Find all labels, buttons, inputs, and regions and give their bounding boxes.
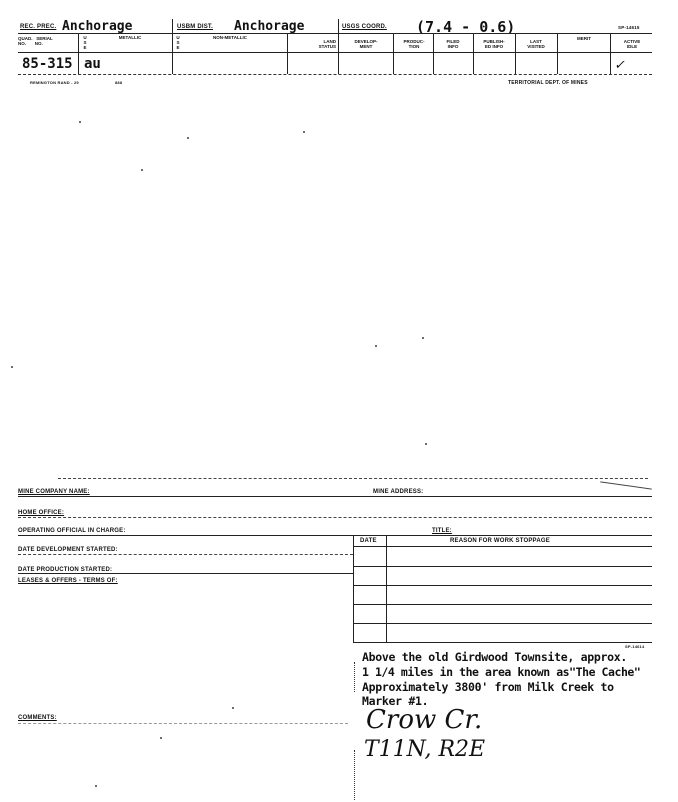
- record-rule: [18, 74, 652, 75]
- col-use-metallic: U S E: [83, 35, 87, 50]
- quad-serial-value: 85-315: [22, 56, 73, 72]
- printer-label: REMINGTON RAND - 29: [30, 80, 79, 85]
- note-line-3: Approximately 3800' from Milk Creek to: [362, 680, 614, 694]
- note-line-1: Above the old Girdwood Townsite, approx.: [362, 650, 627, 664]
- comments-label: COMMENTS:: [18, 715, 57, 721]
- mine-address-label: MINE ADDRESS:: [373, 489, 424, 495]
- lower-form: [0, 460, 678, 802]
- col-development: DEVELOP- MENT: [354, 39, 378, 49]
- stoppage-reason-header: REASON FOR WORK STOPPAGE: [450, 538, 550, 544]
- rec-prec-value: Anchorage: [62, 19, 133, 34]
- col-land-status: LAND STATUS: [318, 39, 336, 49]
- date-development-label: DATE DEVELOPMENT STARTED:: [18, 547, 118, 553]
- dept-label: TERRITORIAL DEPT. OF MINES: [508, 80, 588, 86]
- col-metallic: METALLIC: [118, 35, 142, 40]
- stoppage-date-header: DATE: [360, 538, 377, 544]
- col-use-nonmetallic: U S E: [176, 35, 180, 50]
- handwritten-location: Crow Cr.: [366, 705, 483, 735]
- mine-company-name-label: MINE COMPANY NAME:: [18, 489, 90, 495]
- form-number-top: SP-14615: [618, 25, 640, 30]
- note-line-2: 1 1/4 miles in the area known as"The Cache": [362, 665, 641, 679]
- col-production: PRODUC- TION: [403, 39, 425, 49]
- form-number-bottom: SP-14614: [625, 644, 645, 649]
- col-merit: MERIT: [577, 36, 591, 41]
- title-label: TITLE:: [432, 528, 452, 534]
- leases-offers-label: LEASES & OFFERS - TERMS OF:: [18, 578, 118, 584]
- note-line-4: Marker #1.: [362, 694, 429, 708]
- top-card: [0, 0, 678, 100]
- col-non-metallic: NON-METALLIC: [213, 35, 247, 40]
- metallic-value: au: [84, 56, 101, 72]
- col-active-idle: ACTIVE IDLE: [623, 39, 641, 49]
- handwritten-township: T11N, R2E: [364, 737, 486, 762]
- printer-code: 888: [115, 80, 123, 85]
- operating-official-label: OPERATING OFFICIAL IN CHARGE:: [18, 528, 126, 534]
- active-idle-mark: ✓: [614, 58, 625, 73]
- rec-prec-label: REC. PREC.: [20, 24, 57, 30]
- date-production-label: DATE PRODUCTION STARTED:: [18, 567, 113, 573]
- usbm-dist-label: USBM DIST.: [177, 24, 214, 30]
- usgs-coord-value: (7.4 - 0.6): [416, 18, 516, 36]
- col-published-info: PUBLISH- ED INFO: [483, 39, 505, 49]
- usbm-dist-value: Anchorage: [234, 19, 305, 34]
- col-last-visited: LAST VISITED: [527, 39, 545, 49]
- usgs-coord-label: USGS COORD.: [342, 24, 387, 30]
- col-filed-info: FILED INFO: [446, 39, 460, 49]
- home-office-label: HOME OFFICE:: [18, 510, 65, 516]
- col-quad-serial: QUAD. SERIAL NO. NO.: [18, 36, 53, 46]
